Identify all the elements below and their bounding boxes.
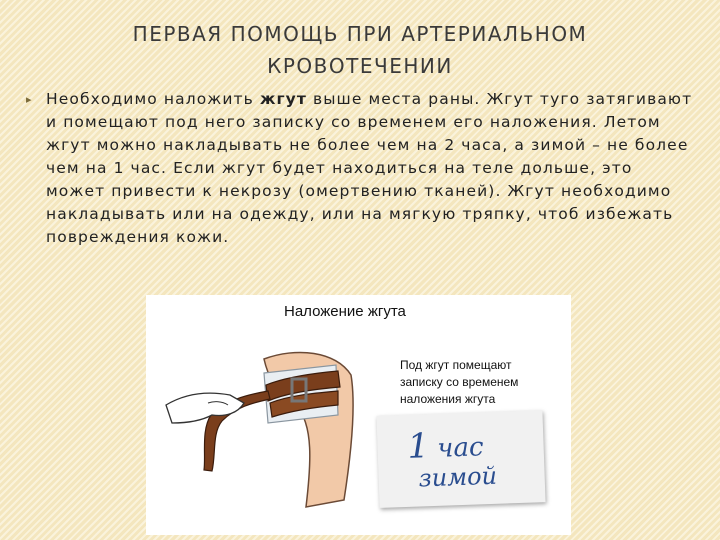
slide-title xyxy=(60,18,660,82)
bullet-arrow-icon: ▸ xyxy=(26,93,32,106)
text-before-bold: Необходимо наложить xyxy=(46,90,260,108)
slide-title-line-2: КРОВОТЕЧЕНИИ xyxy=(267,54,453,78)
figure-caption: Наложение жгута xyxy=(284,303,406,320)
bullet-text xyxy=(46,88,696,249)
figure-note-line-1: Под жгут помещают xyxy=(400,358,512,372)
slide-title-line-1: ПЕРВАЯ ПОМОЩЬ ПРИ АРТЕРИАЛЬНОМ xyxy=(132,22,588,46)
time-note-paper xyxy=(376,410,545,508)
tourniquet-illustration xyxy=(146,295,571,535)
bullet-paragraph xyxy=(26,88,696,249)
hand-shape xyxy=(166,393,244,423)
figure-note xyxy=(400,357,570,408)
figure-note-line-2: записку со временем xyxy=(400,375,519,389)
text-after-bold: выше места раны. Жгут туго затягивают и помещают под него записку со временем его наложения. Летом жгут можно накладывать не более чем на 2 часа, а зимой – не более чем на 1 час. Если жгут будет находиться на теле дольше, это может привести к некрозу (омертвению тканей). Жгут необходимо накладывать или на одежду, или на мягкую тряпку, чтоб избежать повреждения кожи. xyxy=(46,90,693,246)
paper-season: зимой xyxy=(418,461,498,493)
text-bold-term: жгут xyxy=(259,90,307,108)
figure-note-line-3: наложения жгута xyxy=(400,392,496,406)
paper-time xyxy=(407,424,484,467)
paper-unit: час xyxy=(436,432,485,464)
paper-number: 1 xyxy=(406,426,430,467)
